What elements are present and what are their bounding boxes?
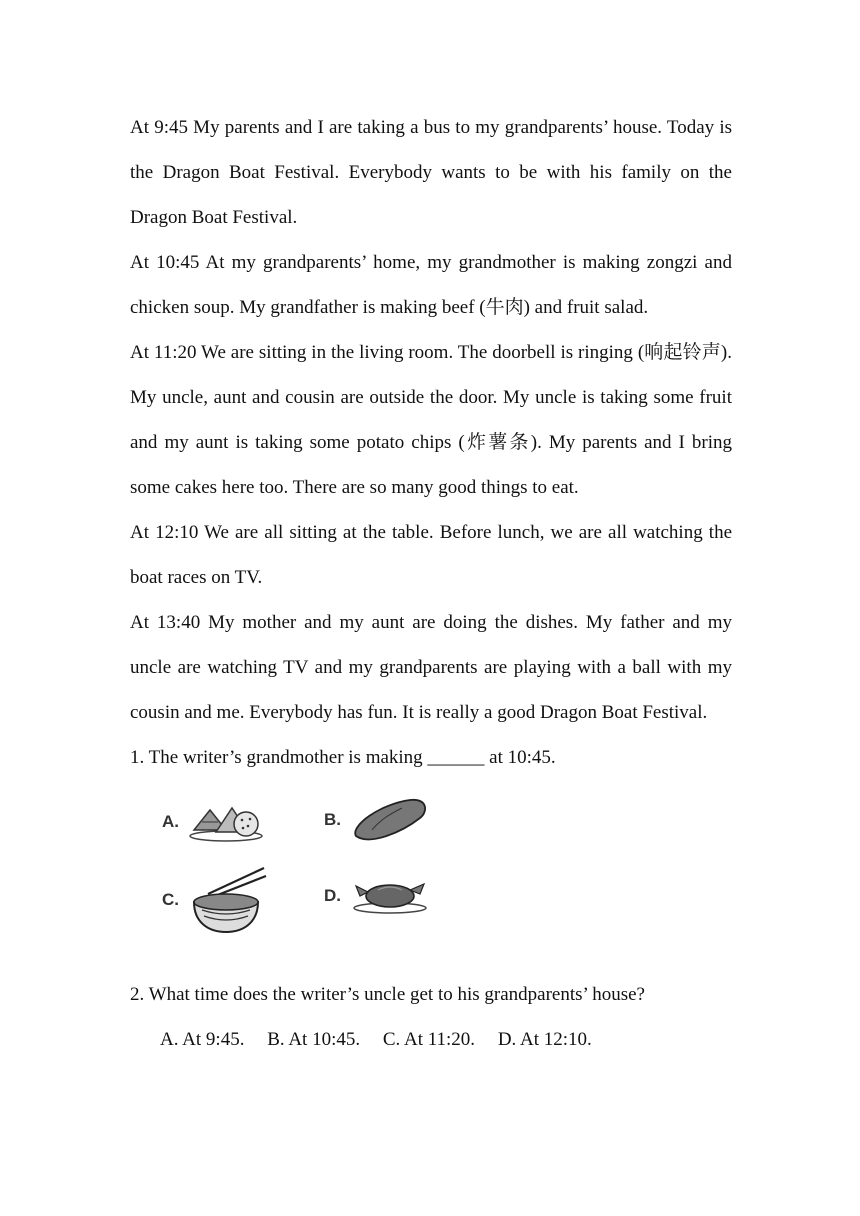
question-1-text: 1. The writer’s grandmother is making ______ at 10:45. — [130, 747, 556, 768]
option-letter: C. — [162, 890, 179, 909]
passage-paragraph: At 13:40 My mother and my aunt are doing the dishes. My father and my uncle are watching TV and my grandparents are playing with a ball with my cousin and me. Everybody has fun. It is really a good Dragon Boat Festival. — [130, 612, 732, 723]
worksheet-page — [130, 105, 732, 1062]
passage-paragraph: At 10:45 At my grandparents’ home, my grandmother is making zongzi and chicken soup. My grandfather is making beef (牛肉) and fruit salad. — [130, 252, 732, 318]
option-b[interactable]: B. At 10:45. — [267, 1029, 361, 1050]
option-c[interactable]: C. At 11:20. — [382, 1029, 476, 1050]
question-2-text: 2. What time does the writer’s uncle get to his grandparents’ house? — [130, 984, 645, 1005]
option-b[interactable] — [324, 796, 428, 844]
passage-paragraph: At 11:20 We are sitting in the living room. The doorbell is ringing (响起铃声). My uncle, aunt and cousin are outside the door. My uncle is taking some fruit and my aunt is taking some potato chips (炸薯条). My parents and I bring some cakes here too. There are so many good things to eat. — [130, 342, 732, 498]
bread-icon — [350, 796, 428, 844]
question-1-options — [130, 792, 732, 972]
noodles-icon — [188, 864, 270, 936]
option-letter: B. — [324, 810, 341, 829]
option-letter: D. — [324, 886, 341, 905]
option-a[interactable] — [162, 800, 268, 844]
option-letter: A. — [162, 812, 179, 831]
passage-paragraph: At 12:10 We are all sitting at the table. Before lunch, we are all watching the boat races on TV. — [130, 522, 732, 588]
option-d[interactable]: D. At 12:10. — [497, 1029, 592, 1050]
zongzi-icon — [188, 800, 268, 844]
question-2-options — [130, 1017, 732, 1062]
roast-chicken-icon — [350, 876, 430, 916]
option-c[interactable] — [162, 864, 270, 936]
option-a[interactable]: A. At 9:45. — [160, 1029, 245, 1050]
passage-paragraph: At 9:45 My parents and I are taking a bus to my grandparents’ house. Today is the Dragon Boat Festival. Everybody wants to be with his family on the Dragon Boat Festival. — [130, 117, 732, 228]
option-d[interactable] — [324, 876, 430, 916]
reading-passage — [130, 105, 732, 735]
